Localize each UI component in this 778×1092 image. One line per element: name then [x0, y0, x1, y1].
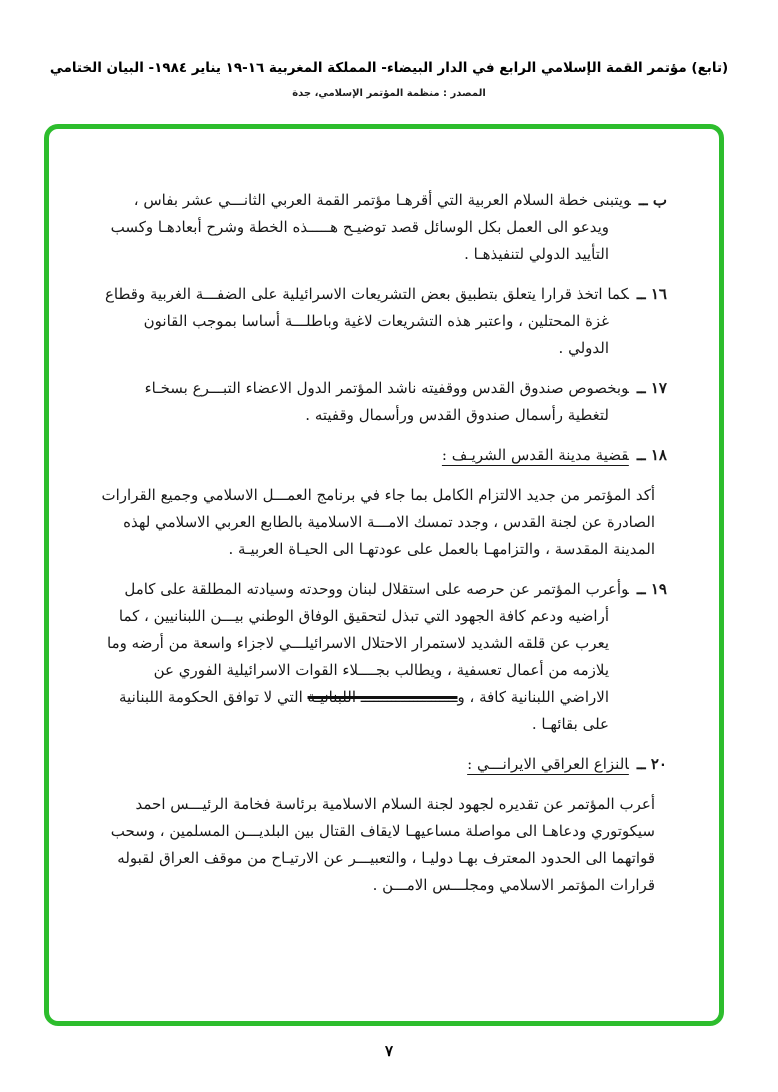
document-item-20-heading	[101, 751, 667, 778]
item-text: التي لا توافق الحكومة اللبنانية على بقائهـا .	[119, 688, 609, 733]
section-heading-iraq-iran: النزاع العراقي الايرانـــي :	[467, 755, 629, 773]
document-item-20-body: أعرب المؤتمر عن تقديره لجهود لجنة السلام الاسلامية برئاسة فخامة الرئيـــس احمد سيكوتوري ودعاهـا الى مواصلة مساعيهـا لايقاف القتال بين البلديـــن المسلمين ، وسحب قواتهما الى الحدود المعترف بهـا دوليـا ، والتعبيـــر عن الارتيـاح من موقف العراق لقبوله قرارات المؤتمر الاسلامي ومجلـــس الامـــن .	[110, 795, 655, 894]
document-item-17	[101, 375, 667, 429]
scan-highlight-border	[44, 124, 724, 1026]
scanned-text-region	[101, 187, 667, 1011]
document-header-title: (تابع) مؤتمر القمة الإسلامي الرابع في الدار البيضاء- المملكة المغربية ١٦-١٩ يناير ١٩٨٤- البيان الختامي	[49, 60, 729, 76]
section-heading-jerusalem: قضية مدينة القدس الشريـف :	[441, 446, 629, 464]
document-item-18-body: أكد المؤتمر من جديد الالتزام الكامل بما جاء في برنامج العمـــل الاسلامي وجميع القرارات الصادرة عن لجنة القدس ، وجدد تمسك الامـــة الاسلامية بالطابع العربي الاسلامي لهذه المدينة المقدسة ، والتزامهـا بالعمل على عودتهـا الى الحيـاة العربيـة .	[101, 486, 655, 558]
item-text: ويتبنى خطة السلام العربية التي أقرهـا مؤتمر القمة العربي الثانـــي عشر بفاس ، ويدعو الى العمل بكل الوسائل قصد توضيـح هـــــذه الخطة وشرح أبعادهـا وكسب التأييد الدولي لتنفيذهـا .	[110, 191, 631, 263]
item-marker: ١٦ ــ	[636, 285, 667, 303]
item-marker: ١٩ ــ	[636, 580, 667, 598]
struck-out-text: ــــــــــــــــــــــ اللبنانيـة	[307, 688, 458, 706]
document-item-19	[101, 576, 667, 738]
item-marker: ٢٠ ــ	[636, 755, 667, 773]
item-marker: ١٧ ــ	[636, 379, 667, 397]
item-text: وبخصوص صندوق القدس ووقفيته ناشد المؤتمر الدول الاعضاء التبـــرع بسخـاء لتغطية رأسمال صندوق القدس ورأسمال وقفيته .	[144, 379, 629, 424]
item-marker: ١٨ ــ	[636, 446, 667, 464]
item-text: وأعرب المؤتمر عن حرصه على استقلال لبنان ووحدته وسيادته المطلقة على كامل أراضيه ودعم كافة الجهود التي تبذل لتحقيق الوفاق الوطني بيـــن اللبنانيين ، كما يعرب عن قلقه الشديد لاستمرار الاحتلال الاسرائيلـــي لاجزاء واسعة من أرضه وما يلازمه من أعمال تعسفية ، ويطالب بجــــلاء القوات الاسرائيلية الفوري عن الاراضي اللبنانية كافة ، و	[107, 580, 629, 706]
document-item-18-heading	[101, 442, 667, 469]
document-source-line: المصدر : منظمة المؤتمر الإسلامي، جدة	[292, 88, 486, 99]
item-marker: ب ــ	[638, 191, 667, 209]
item-text: كما اتخذ قرارا يتعلق بتطبيق بعض التشريعات الاسرائيلية على الضفـــة الغربية وقطاع غزة المحتلين ، واعتبر هذه التشريعات لاغية وباطلـــة أساسا بموجب القانون الدولي .	[104, 285, 629, 357]
document-item-b	[101, 187, 667, 268]
page-number: ٧	[384, 1042, 394, 1060]
document-item-16	[101, 281, 667, 362]
